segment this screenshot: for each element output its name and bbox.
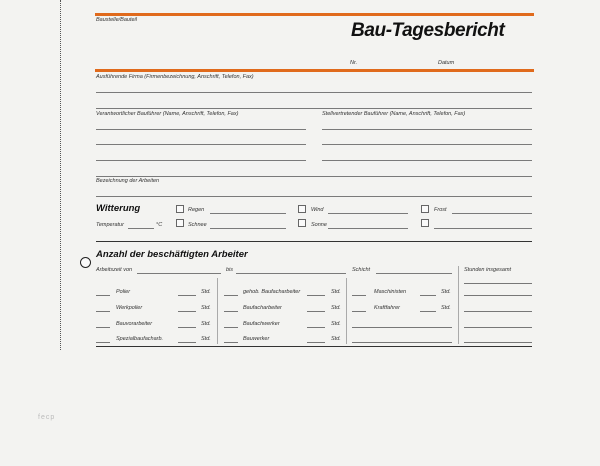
- std-label: Std.: [331, 305, 341, 311]
- second-orange-bar: [95, 69, 534, 72]
- stellvertretend-label: Stellvertretender Bauführer (Name, Anschrift, Telefon, Fax): [322, 111, 466, 117]
- bis-label: bis: [226, 267, 234, 273]
- worker-label: gehob. Baufacharbeiter: [243, 289, 301, 295]
- count-line[interactable]: [224, 342, 238, 343]
- arbeiten-line[interactable]: [96, 196, 532, 197]
- worker-label: Bauwerker: [243, 336, 270, 342]
- hours-line[interactable]: [178, 342, 196, 343]
- witterung-bottom-line: [96, 241, 532, 242]
- column-divider-2: [346, 278, 347, 344]
- verantwortlich-line-1[interactable]: [96, 129, 306, 130]
- wind-label: Wind: [311, 207, 324, 213]
- schicht-line[interactable]: [376, 273, 452, 274]
- sonne-checkbox[interactable]: [298, 219, 306, 227]
- witterung-title: Witterung: [96, 203, 141, 214]
- count-line[interactable]: [96, 295, 110, 296]
- regen-checkbox[interactable]: [176, 205, 184, 213]
- firma-line-1[interactable]: [96, 92, 532, 93]
- sonne-line[interactable]: [328, 228, 408, 229]
- hours-line[interactable]: [307, 342, 325, 343]
- schicht-label: Schicht: [352, 267, 371, 273]
- std-label: Std.: [201, 289, 211, 295]
- worker-label: Werkpolier: [116, 305, 143, 311]
- top-orange-bar: [95, 13, 534, 16]
- blank-worker-line-2[interactable]: [352, 342, 452, 343]
- stunden-label: Stunden insgesamt: [464, 267, 512, 273]
- hours-line[interactable]: [178, 295, 196, 296]
- verantwortlich-label: Verantwortlicher Bauführer (Name, Anschrift, Telefon, Fax): [96, 111, 239, 117]
- frost-label: Frost: [434, 207, 447, 213]
- firma-label: Ausführende Firma (Firmenbezeichnung, Anschrift, Telefon, Fax): [96, 74, 254, 80]
- wind-line[interactable]: [328, 213, 408, 214]
- std-label: Std.: [331, 289, 341, 295]
- stellvertretend-line-1[interactable]: [322, 129, 532, 130]
- hours-line[interactable]: [178, 311, 196, 312]
- std-label: Std.: [201, 321, 211, 327]
- page-title: Bau-Tagesbericht: [351, 20, 505, 41]
- std-label: Std.: [441, 289, 451, 295]
- count-line[interactable]: [224, 295, 238, 296]
- baustelle-label: Baustelle/Bauteil: [96, 17, 137, 23]
- schnee-label: Schnee: [188, 222, 207, 228]
- verantwortlich-line-3[interactable]: [96, 160, 306, 161]
- std-label: Std.: [441, 305, 451, 311]
- hours-line[interactable]: [420, 295, 436, 296]
- watermark: fecp: [38, 414, 56, 421]
- nr-label: Nr.: [350, 60, 358, 66]
- stunden-line-5[interactable]: [464, 342, 532, 343]
- extra-line[interactable]: [434, 228, 532, 229]
- hours-line[interactable]: [307, 327, 325, 328]
- arbeiter-title: Anzahl der beschäftigten Arbeiter: [96, 249, 248, 260]
- datum-label: Datum: [438, 60, 455, 66]
- arbeiten-label: Bezeichnung der Arbeiten: [96, 178, 160, 184]
- extra-checkbox[interactable]: [421, 219, 429, 227]
- count-line[interactable]: [96, 327, 110, 328]
- stunden-line-3[interactable]: [464, 311, 532, 312]
- arbeitszeit-label: Arbeitszeit von: [96, 267, 133, 273]
- arbeitszeit-line[interactable]: [137, 273, 221, 274]
- punch-hole: [80, 257, 91, 268]
- schnee-checkbox[interactable]: [176, 219, 184, 227]
- temperatur-label: Temperatur: [96, 222, 124, 228]
- perforation-line: [60, 0, 61, 350]
- arbeiter-bottom-line: [96, 346, 532, 347]
- celsius-label: °C: [156, 222, 163, 228]
- hours-line[interactable]: [178, 327, 196, 328]
- regen-label: Regen: [188, 207, 205, 213]
- separator-line: [96, 176, 532, 177]
- column-divider-1: [217, 278, 218, 344]
- std-label: Std.: [331, 336, 341, 342]
- firma-line-2[interactable]: [96, 108, 532, 109]
- sonne-label: Sonne: [311, 222, 327, 228]
- count-line[interactable]: [224, 311, 238, 312]
- std-label: Std.: [201, 305, 211, 311]
- count-line[interactable]: [96, 342, 110, 343]
- wind-checkbox[interactable]: [298, 205, 306, 213]
- stunden-line-2[interactable]: [464, 295, 532, 296]
- frost-line[interactable]: [452, 213, 532, 214]
- frost-checkbox[interactable]: [421, 205, 429, 213]
- column-divider-3: [458, 266, 459, 344]
- regen-line[interactable]: [210, 213, 286, 214]
- stellvertretend-line-2[interactable]: [322, 144, 532, 145]
- worker-label: Baufachwerker: [243, 321, 280, 327]
- worker-label: Polier: [116, 289, 131, 295]
- worker-label: Spezialbaufacharb.: [116, 336, 164, 342]
- hours-line[interactable]: [307, 295, 325, 296]
- blank-worker-line-1[interactable]: [352, 327, 452, 328]
- worker-label: Bauvorarbeiter: [116, 321, 153, 327]
- hours-line[interactable]: [307, 311, 325, 312]
- stunden-line-1[interactable]: [464, 283, 532, 284]
- stunden-line-4[interactable]: [464, 327, 532, 328]
- schnee-line[interactable]: [210, 228, 286, 229]
- worker-label: Maschinisten: [374, 289, 407, 295]
- count-line[interactable]: [352, 311, 366, 312]
- stellvertretend-line-3[interactable]: [322, 160, 532, 161]
- hours-line[interactable]: [420, 311, 436, 312]
- verantwortlich-line-2[interactable]: [96, 144, 306, 145]
- count-line[interactable]: [224, 327, 238, 328]
- std-label: Std.: [201, 336, 211, 342]
- bis-line[interactable]: [236, 273, 346, 274]
- worker-label: Baufacharbeiter: [243, 305, 282, 311]
- std-label: Std.: [331, 321, 341, 327]
- temperatur-line[interactable]: [128, 228, 154, 229]
- count-line[interactable]: [352, 295, 366, 296]
- worker-label: Kraftfahrer: [374, 305, 400, 311]
- count-line[interactable]: [96, 311, 110, 312]
